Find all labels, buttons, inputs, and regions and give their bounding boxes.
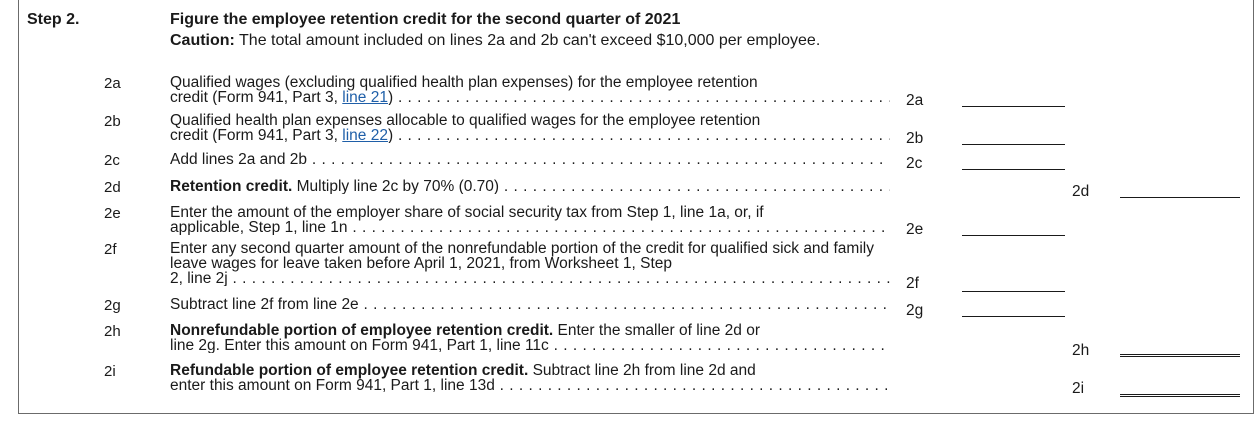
- line-ref: 2d: [1072, 183, 1090, 200]
- line-text-2: sick and family leave wages for leave taken before April 1, 2021, from Worksheet 1, Step: [170, 240, 874, 272]
- line-text-rest: Multiply line 2c by 70% (0.70): [292, 179, 500, 194]
- caution-label: Caution:: [170, 32, 235, 49]
- line-description: [170, 152, 890, 167]
- line-number: 2i: [104, 363, 116, 380]
- step-label: Step 2.: [27, 11, 80, 28]
- line-text-1: [170, 362, 756, 379]
- line-description: [170, 297, 890, 312]
- line-number: 2c: [104, 152, 120, 169]
- line-ref: 2c: [906, 155, 923, 172]
- line-number: 2d: [104, 179, 121, 196]
- line-heading: Retention credit.: [170, 179, 293, 194]
- line-heading: Nonrefundable portion of employee retention credit.: [170, 322, 554, 339]
- line-2f-entry[interactable]: [962, 274, 1065, 292]
- line-ref: 2f: [906, 275, 919, 292]
- line-text-pre: credit (Form 941, Part 3,: [170, 90, 343, 105]
- line-number: 2e: [104, 205, 121, 222]
- line-description: [170, 363, 890, 393]
- line-2d-entry[interactable]: [1120, 179, 1240, 198]
- line-text: Add lines 2a and 2b . . .: [170, 152, 890, 167]
- line-description: [170, 75, 890, 105]
- line-21-link[interactable]: line 21: [342, 90, 388, 105]
- line-text-1: Enter the amount of the employer share of social security tax from Step 1, line 1a, or, if: [170, 204, 764, 221]
- line-text-2: line 2g. Enter this amount on Form 941, Part 1, line 11c . . .: [170, 338, 890, 353]
- line-description: [170, 205, 890, 235]
- caution-note: [170, 33, 830, 49]
- line-text-pre: credit (Form 941, Part 3,: [170, 128, 343, 143]
- line-2c-entry[interactable]: [962, 152, 1065, 170]
- line-text-post: ): [387, 128, 394, 143]
- line-2h-entry[interactable]: [1120, 352, 1240, 357]
- line-heading: Refundable portion of employee retention credit.: [170, 362, 529, 379]
- line-2a-entry[interactable]: [962, 89, 1065, 107]
- line-ref: 2i: [1072, 380, 1085, 397]
- line-text-1: Enter any second quarter amount of the nonrefundable portion of the credit for qualified: [170, 240, 768, 257]
- line-number: 2f: [104, 241, 117, 258]
- line-ref: 2h: [1072, 342, 1090, 359]
- line-2e-entry[interactable]: [962, 218, 1065, 236]
- line-ref: 2g: [906, 302, 924, 319]
- line-text-rest: Enter the smaller of line 2d or: [553, 322, 761, 339]
- line-22-link[interactable]: line 22: [342, 128, 388, 143]
- line-text-1: [170, 322, 760, 339]
- line-text-rest: Subtract line 2h from line 2d and: [528, 362, 756, 379]
- caution-text: The total amount included on lines 2a and 2b can't exceed $10,000 per employee.: [234, 32, 821, 49]
- line-text-post: ): [387, 90, 394, 105]
- line-description: [170, 241, 890, 286]
- line-text-2: [170, 90, 890, 105]
- line-text-2: applicable, Step 1, line 1n . . .: [170, 220, 890, 235]
- line-text-3: 2, line 2j . . .: [170, 271, 890, 286]
- line-number: 2b: [104, 113, 121, 130]
- line-ref: 2b: [906, 130, 924, 147]
- line-number: 2g: [104, 297, 121, 314]
- line-description: [170, 323, 890, 353]
- line-text-2: enter this amount on Form 941, Part 1, line 13d . . .: [170, 378, 890, 393]
- line-text-1: Qualified health plan expenses allocable to qualified wages for the employee retention: [170, 112, 761, 129]
- line-ref: 2a: [906, 92, 924, 109]
- line-description: [170, 113, 890, 143]
- line-ref: 2e: [906, 221, 924, 238]
- line-text-1: Qualified wages (excluding qualified health plan expenses) for the employee retention: [170, 74, 758, 91]
- line-text-2: [170, 128, 890, 143]
- line-text: [170, 179, 890, 194]
- line-description: [170, 179, 890, 194]
- line-2g-entry[interactable]: [962, 299, 1065, 317]
- line-2b-entry[interactable]: [962, 127, 1065, 145]
- line-text: Subtract line 2f from line 2e . . .: [170, 297, 890, 312]
- line-number: 2h: [104, 323, 121, 340]
- line-2i-entry[interactable]: [1120, 392, 1240, 397]
- line-number: 2a: [104, 75, 121, 92]
- step-title: Figure the employee retention credit for the second quarter of 2021: [170, 11, 681, 28]
